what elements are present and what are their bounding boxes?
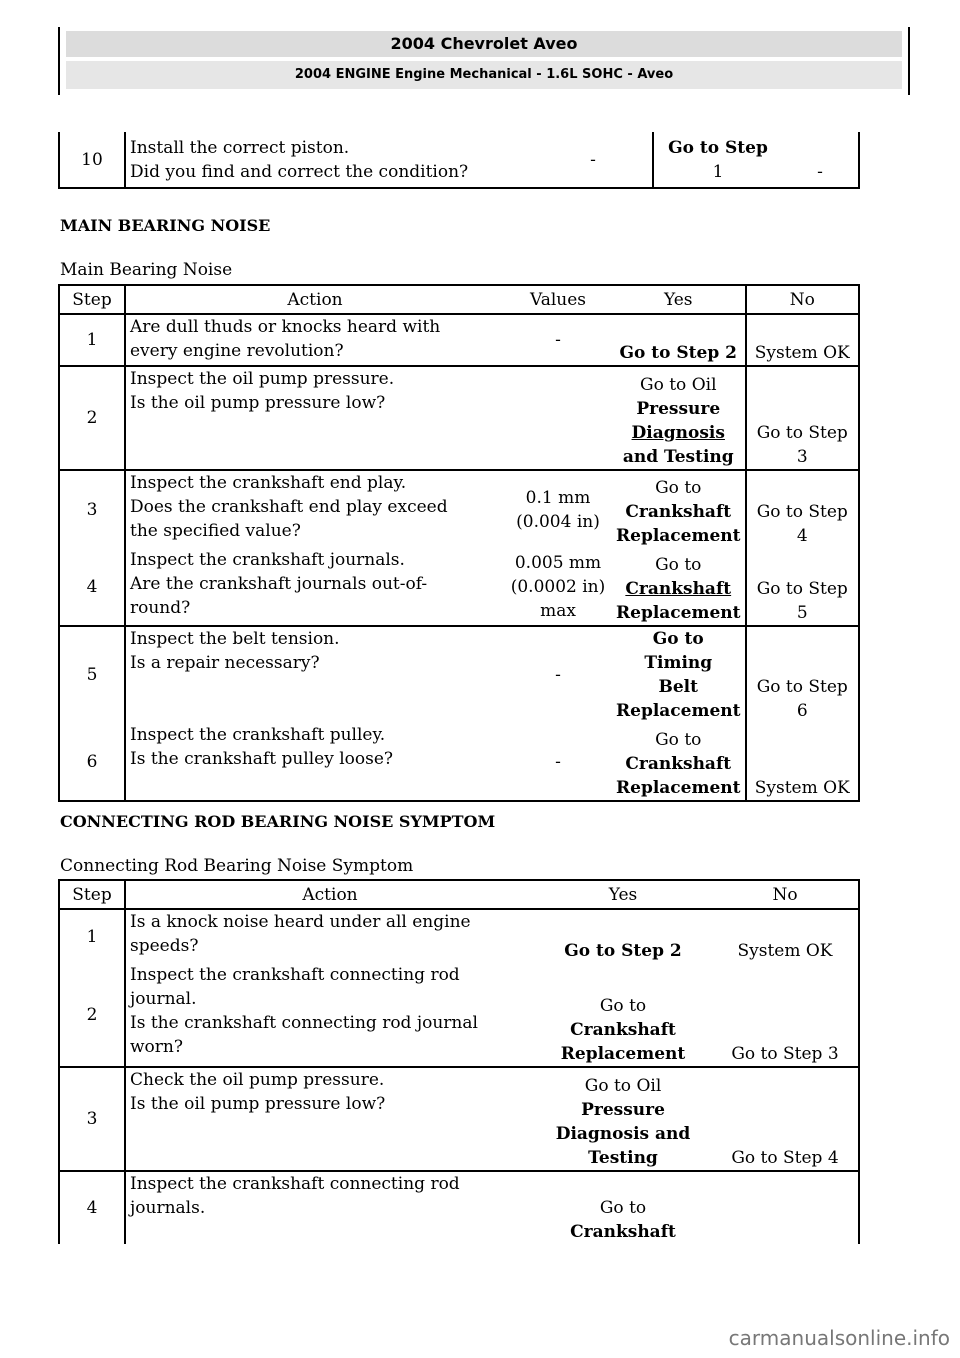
yes-line: Crankshaft xyxy=(625,579,732,599)
yes-cell xyxy=(612,366,746,470)
header-step: Step xyxy=(59,285,125,314)
header-action: Action xyxy=(125,880,534,909)
action-line: Is the oil pump pressure low? xyxy=(130,1094,386,1114)
header-values: Values xyxy=(504,285,612,314)
header-no: No xyxy=(712,880,859,909)
document-subtitle: 2004 ENGINE Engine Mechanical - 1.6L SOHC - Aveo xyxy=(66,61,902,89)
step-cell: 4 xyxy=(59,1171,125,1244)
yes-line: Go to xyxy=(599,996,647,1016)
no-value: - xyxy=(817,161,823,182)
action-line: round? xyxy=(130,598,191,618)
action-line: every engine revolution? xyxy=(130,341,344,361)
action-line: Are dull thuds or knocks heard with xyxy=(130,317,441,337)
yes-line: Go to Step 2 xyxy=(619,343,737,363)
action-line: Is the crankshaft pulley loose? xyxy=(130,749,394,769)
no-cell: Go to Step 3 xyxy=(712,963,859,1067)
no-cell: System OK xyxy=(746,314,860,366)
yes-line: Crankshaft xyxy=(570,1222,676,1242)
step-cell: 1 xyxy=(59,909,125,963)
table-row xyxy=(59,366,859,470)
action-cell xyxy=(125,1171,534,1244)
action-cell xyxy=(125,314,504,366)
action-line: Check the oil pump pressure. xyxy=(130,1070,385,1090)
action-cell xyxy=(125,366,504,470)
table-row xyxy=(59,1171,859,1244)
step-cell: 2 xyxy=(59,366,125,470)
yes-line: Go to Oil xyxy=(584,1076,662,1096)
action-line: Does the crankshaft end play exceed xyxy=(130,497,448,517)
yes-cell xyxy=(612,548,746,626)
yes-line: Replacement xyxy=(616,701,741,721)
yes-line: Pressure xyxy=(636,399,721,419)
value-line: - xyxy=(555,330,561,350)
yes-line: Go to xyxy=(655,555,702,575)
document-title: 2004 Chevrolet Aveo xyxy=(66,31,902,57)
action-line: speeds? xyxy=(130,936,199,956)
value-line: - xyxy=(555,665,561,685)
yes-line: Go to xyxy=(655,478,702,498)
action-line: Is a knock noise heard under all engine xyxy=(130,912,471,932)
action-line: Inspect the crankshaft end play. xyxy=(130,473,407,493)
yes-cell xyxy=(612,314,746,366)
table-row xyxy=(59,723,859,801)
header-step: Step xyxy=(59,880,125,909)
action-cell xyxy=(125,963,534,1067)
no-cell: Go to Step 4 xyxy=(712,1067,859,1171)
watermark-footer: carmanualsonline.info xyxy=(728,1326,950,1350)
yes-cell xyxy=(612,470,746,548)
action-cell xyxy=(125,470,504,548)
no-cell: Go to Step 4 xyxy=(746,470,860,548)
step-cell: 5 xyxy=(59,626,125,723)
table-row xyxy=(59,548,859,626)
values-cell xyxy=(504,723,612,801)
step-cell: 10 xyxy=(59,132,125,188)
rod-bearing-table xyxy=(58,879,860,1244)
step-cell: 4 xyxy=(59,548,125,626)
action-line: Inspect the crankshaft connecting rod xyxy=(130,1174,460,1194)
yes-line: Go to Step xyxy=(668,137,768,158)
yes-line: Replacement xyxy=(560,1044,686,1064)
continuation-table xyxy=(58,132,860,189)
value-line: 0.1 mm xyxy=(525,487,591,508)
step-cell: 6 xyxy=(59,723,125,801)
action-line: Did you find and correct the condition? xyxy=(130,161,469,182)
values-cell: - xyxy=(534,132,653,188)
action-cell xyxy=(125,909,534,963)
yes-cell xyxy=(534,963,712,1067)
section-title-main-bearing: MAIN BEARING NOISE xyxy=(60,216,271,235)
value-line: 0.005 mm xyxy=(514,552,602,573)
yes-cell xyxy=(612,723,746,801)
yes-line: Diagnosis and xyxy=(555,1124,691,1144)
yes-line: Replacement xyxy=(616,778,741,798)
header-yes: Yes xyxy=(534,880,712,909)
action-line: Inspect the crankshaft pulley. xyxy=(130,725,386,745)
action-line: journals. xyxy=(130,1198,206,1218)
step-cell: 3 xyxy=(59,470,125,548)
section-title-rod-bearing: CONNECTING ROD BEARING NOISE SYMPTOM xyxy=(60,812,496,831)
no-cell: Go to Step 5 xyxy=(746,548,860,626)
yes-line: Crankshaft xyxy=(625,754,732,774)
yes-line: Go to xyxy=(655,730,702,750)
yes-cell xyxy=(653,132,782,188)
value-line: (0.0002 in) xyxy=(510,576,606,597)
action-cell xyxy=(125,1067,534,1171)
action-line: worn? xyxy=(130,1037,183,1057)
yes-line: Belt xyxy=(658,677,698,697)
table-row xyxy=(59,626,859,723)
values-cell xyxy=(504,548,612,626)
yes-line: Replacement xyxy=(616,603,741,623)
value-line: - xyxy=(555,751,561,772)
no-cell: System OK xyxy=(712,909,859,963)
table-row xyxy=(59,963,859,1067)
action-cell xyxy=(125,548,504,626)
action-line: Is a repair necessary? xyxy=(130,653,320,673)
table-row xyxy=(59,470,859,548)
header-yes: Yes xyxy=(612,285,746,314)
header-no: No xyxy=(746,285,860,314)
values-cell xyxy=(504,314,612,366)
values-cell xyxy=(504,366,612,470)
no-cell xyxy=(712,1171,859,1244)
step-cell: 1 xyxy=(59,314,125,366)
action-line: Inspect the oil pump pressure. xyxy=(130,369,395,389)
action-line: Inspect the belt tension. xyxy=(130,629,340,649)
value-line: max xyxy=(540,600,576,621)
step-cell: 2 xyxy=(59,963,125,1067)
yes-line: Go to xyxy=(599,1198,647,1218)
table-row xyxy=(59,1067,859,1171)
action-cell xyxy=(125,626,504,723)
values-cell xyxy=(504,470,612,548)
yes-line: and Testing xyxy=(622,447,734,467)
yes-cell xyxy=(534,909,712,963)
action-line: Inspect the crankshaft journals. xyxy=(130,550,405,570)
action-cell xyxy=(125,723,504,801)
table-row xyxy=(59,909,859,963)
action-line: Inspect the crankshaft connecting rod xyxy=(130,965,460,985)
header-action: Action xyxy=(125,285,504,314)
yes-line: Testing xyxy=(588,1148,658,1168)
action-line: Is the oil pump pressure low? xyxy=(130,393,386,413)
no-cell: Go to Step 6 xyxy=(746,626,860,723)
caption-rod-bearing: Connecting Rod Bearing Noise Symptom xyxy=(60,856,414,876)
action-line: Are the crankshaft journals out-of- xyxy=(130,574,428,594)
yes-line: Replacement xyxy=(616,526,741,546)
action-line: journal. xyxy=(130,989,197,1009)
action-line: Install the correct piston. xyxy=(130,137,350,158)
yes-cell xyxy=(534,1067,712,1171)
yes-line: 1 xyxy=(712,161,724,182)
main-bearing-table xyxy=(58,284,860,802)
yes-line: Crankshaft xyxy=(570,1020,676,1040)
yes-line: Crankshaft xyxy=(625,502,732,522)
yes-cell xyxy=(534,1171,712,1244)
values-cell xyxy=(504,626,612,723)
caption-main-bearing: Main Bearing Noise xyxy=(60,260,233,280)
action-line: Is the crankshaft connecting rod journal xyxy=(130,1013,478,1033)
no-cell xyxy=(782,132,859,188)
action-line: the specified value? xyxy=(130,521,301,541)
yes-cell xyxy=(612,626,746,723)
action-cell xyxy=(125,132,534,188)
page-header xyxy=(58,27,910,95)
yes-line: Pressure xyxy=(581,1100,665,1120)
yes-line: Go to Step 2 xyxy=(564,941,682,961)
yes-line: Go to Timing xyxy=(644,629,713,673)
yes-line: Diagnosis xyxy=(631,423,725,443)
value-line: (0.004 in) xyxy=(516,511,600,532)
no-cell: System OK xyxy=(746,723,860,801)
no-cell: Go to Step 3 xyxy=(746,366,860,470)
yes-line: Go to Oil xyxy=(640,375,717,395)
step-cell: 3 xyxy=(59,1067,125,1171)
table-row xyxy=(59,314,859,366)
